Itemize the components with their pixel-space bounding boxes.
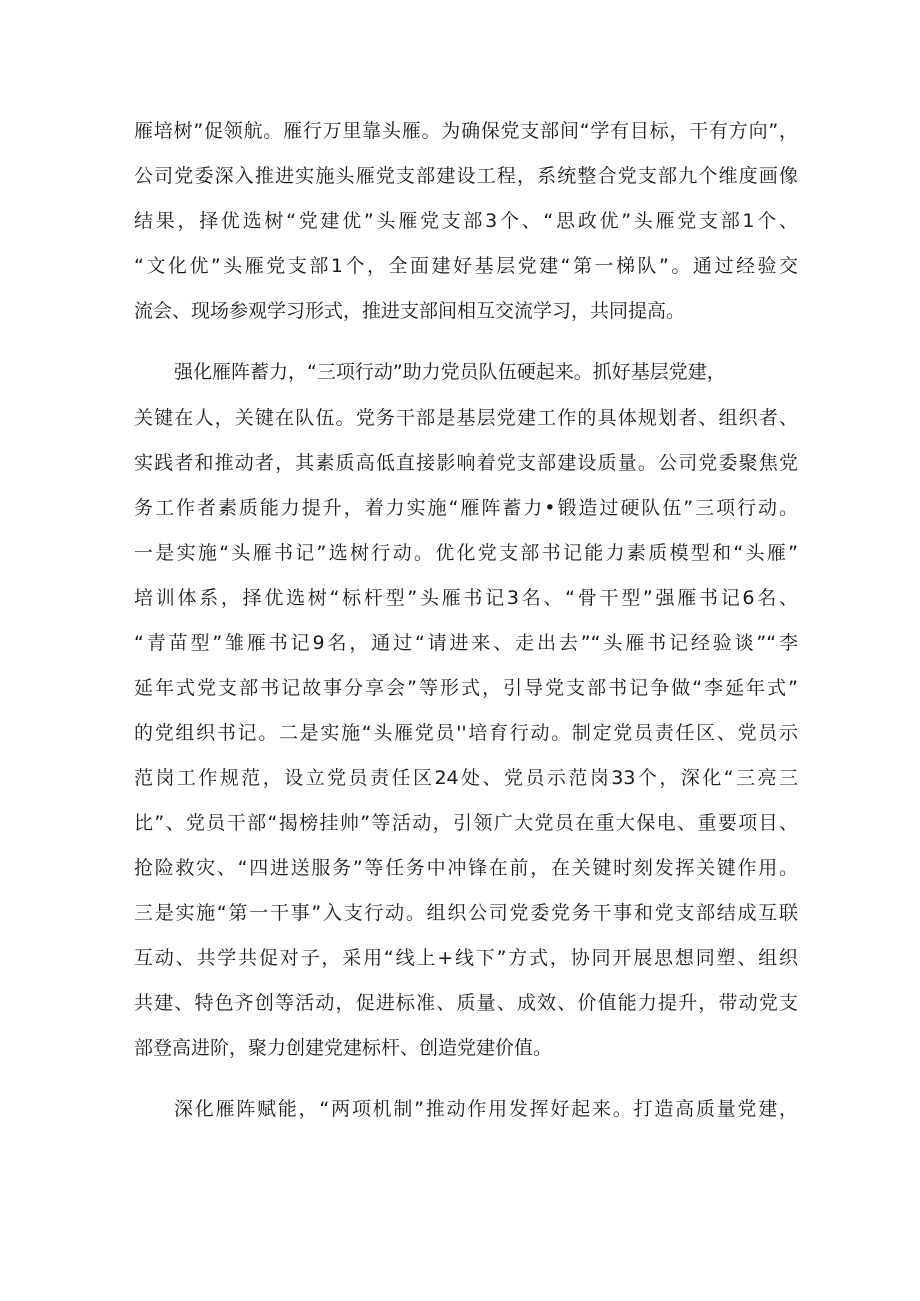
- paragraph-2-line-3: 实践者和推动者，其素质高低直接影响着党支部建设质量。公司党委聚焦党: [134, 452, 798, 474]
- paragraph-2-line-7: “青苗型”雏雁书记9名，通过“请进来、走出去”“头雁书记经验谈”“李: [134, 632, 798, 654]
- paragraph-2-line-14: 互动、共学共促对子，采用“线上+线下”方式，协同开展思想同塑、组织: [134, 947, 798, 969]
- paragraph-2-line-8: 延年式党支部书记故事分享会”等形式，引导党支部书记争做“李延年式”: [134, 677, 798, 699]
- paragraph-2-line-16: 部登高进阶，聚力创建党建标杆、创造党建价值。: [134, 1037, 553, 1059]
- paragraph-2-line-4: 务工作者素质能力提升，着力实施“雁阵蓄力•锻造过硬队伍”三项行动。: [134, 497, 798, 519]
- paragraph-2-line-9: 的党组织书记。二是实施“头雁党员''培育行动。制定党员责任区、党员示: [134, 722, 798, 744]
- paragraph-2-line-6: 培训体系，择优选树“标杆型”头雁书记3名、“骨干型”强雁书记6名、: [134, 587, 798, 609]
- paragraph-1-line-3: 结果，择优选树“党建优”头雁党支部3个、“思政优”头雁党支部1个、: [134, 210, 798, 232]
- paragraph-1-line-4: “文化优”头雁党支部1个，全面建好基层党建“第一梯队”。通过经验交: [134, 255, 798, 277]
- paragraph-2-line-1: 强化雁阵蓄力，“三项行动”助力党员队伍硬起来。抓好基层党建，: [174, 361, 726, 383]
- paragraph-2-line-13: 三是实施“第一干事”入支行动。组织公司党委党务干事和党支部结成互联: [134, 902, 798, 924]
- paragraph-2-line-5: 一是实施“头雁书记”选树行动。优化党支部书记能力素质模型和“头雁”: [134, 542, 798, 564]
- paragraph-1-line-2: 公司党委深入推进实施头雁党支部建设工程，系统整合党支部九个维度画像: [134, 165, 798, 187]
- paragraph-1-line-5: 流会、现场参观学习形式，推进支部间相互交流学习，共同提高。: [134, 300, 686, 322]
- paragraph-2-line-10: 范岗工作规范，设立党员责任区24处、党员示范岗33个，深化“三亮三: [134, 767, 798, 789]
- paragraph-2-line-12: 抢险救灾、“四进送服务”等任务中冲锋在前，在关键时刻发挥关键作用。: [134, 857, 798, 879]
- paragraph-2-line-15: 共建、特色齐创等活动，促进标准、质量、成效、价值能力提升，带动党支: [134, 992, 798, 1014]
- paragraph-3-line-1: 深化雁阵赋能，“两项机制”推动作用发挥好起来。打造高质量党建，: [174, 1098, 798, 1120]
- paragraph-2-line-2: 关键在人，关键在队伍。党务干部是基层党建工作的具体规划者、组织者、: [134, 407, 798, 429]
- paragraph-1-line-1: 雁培树”促领航。雁行万里靠头雁。为确保党支部间“学有目标，干有方向”，: [134, 120, 798, 142]
- paragraph-2-line-11: 比”、党员干部“揭榜挂帅”等活动，引领广大党员在重大保电、重要项目、: [134, 812, 798, 834]
